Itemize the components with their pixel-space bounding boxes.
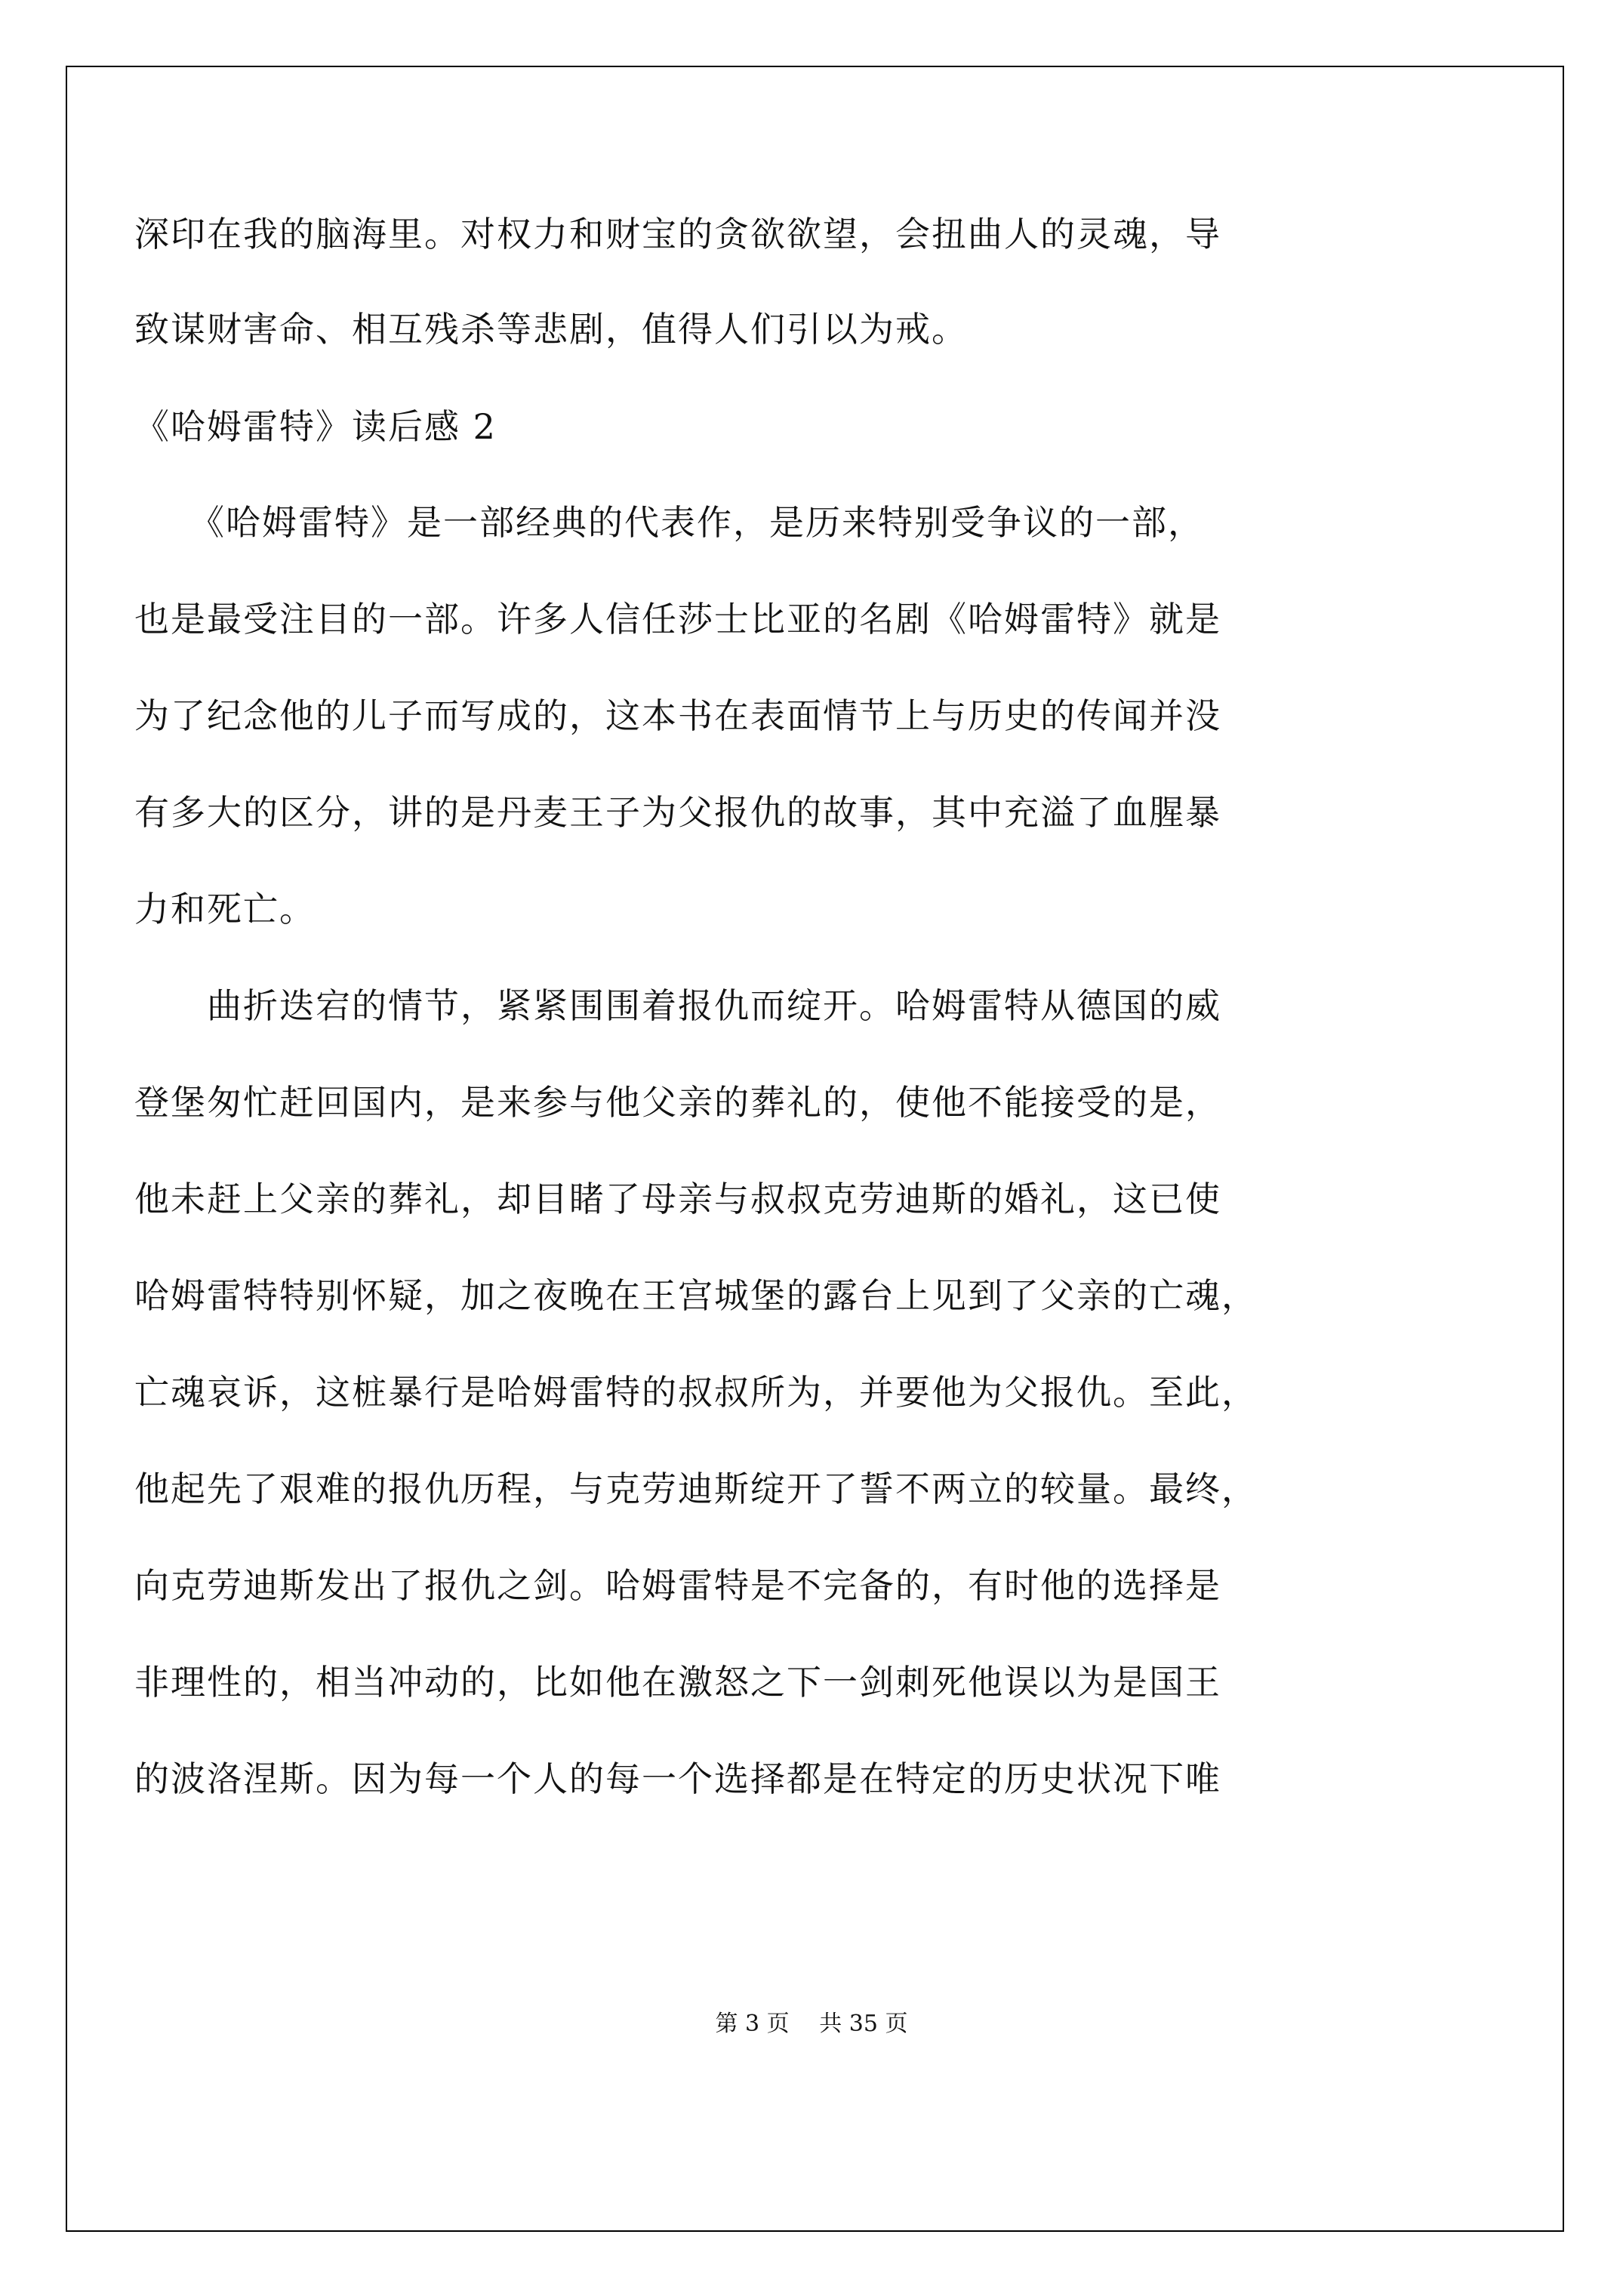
page-number-footer: 第 3 页 共 35 页 <box>715 2011 908 2037</box>
text-line: 《哈姆雷特》是一部经典的代表作，是历来特别受争议的一部， <box>134 502 1204 543</box>
text-line: 向克劳迪斯发出了报仇之剑。哈姆雷特是不完备的，有时他的选择是 <box>134 1565 1221 1606</box>
text-line: 有多大的区分，讲的是丹麦王子为父报仇的故事，其中充溢了血腥暴 <box>134 792 1221 833</box>
section-heading: 《哈姆雷特》读后感 2 <box>134 406 497 447</box>
text-line: 非理性的，相当冲动的，比如他在激怒之下一剑刺死他误以为是国王 <box>134 1662 1221 1703</box>
text-line: 致谋财害命、相互残杀等悲剧，值得人们引以为戒。 <box>134 309 968 350</box>
text-line: 登堡匆忙赶回国内，是来参与他父亲的葬礼的，使他不能接受的是， <box>134 1082 1221 1123</box>
text-line: 亡魂哀诉，这桩暴行是哈姆雷特的叔叔所为，并要他为父报仇。至此， <box>134 1372 1258 1413</box>
text-line: 他起先了艰难的报仇历程，与克劳迪斯绽开了誓不两立的较量。最终， <box>134 1469 1258 1509</box>
text-line: 他未赶上父亲的葬礼，却目睹了母亲与叔叔克劳迪斯的婚礼，这已使 <box>134 1179 1221 1219</box>
text-line: 曲折迭宕的情节，紧紧围围着报仇而绽开。哈姆雷特从德国的威 <box>134 985 1221 1026</box>
text-line: 的波洛涅斯。因为每一个人的每一个选择都是在特定的历史状况下唯 <box>134 1758 1221 1799</box>
text-line: 力和死亡。 <box>134 889 316 929</box>
text-line: 深印在我的脑海里。对权力和财宝的贪欲欲望，会扭曲人的灵魂，导 <box>134 214 1221 254</box>
text-line: 也是最受注目的一部。许多人信任莎士比亚的名剧《哈姆雷特》就是 <box>134 599 1221 639</box>
text-line: 为了纪念他的儿子而写成的，这本书在表面情节上与历史的传闻并没 <box>134 695 1221 736</box>
text-line: 哈姆雷特特别怀疑，加之夜晚在王宫城堡的露台上见到了父亲的亡魂， <box>134 1275 1258 1316</box>
